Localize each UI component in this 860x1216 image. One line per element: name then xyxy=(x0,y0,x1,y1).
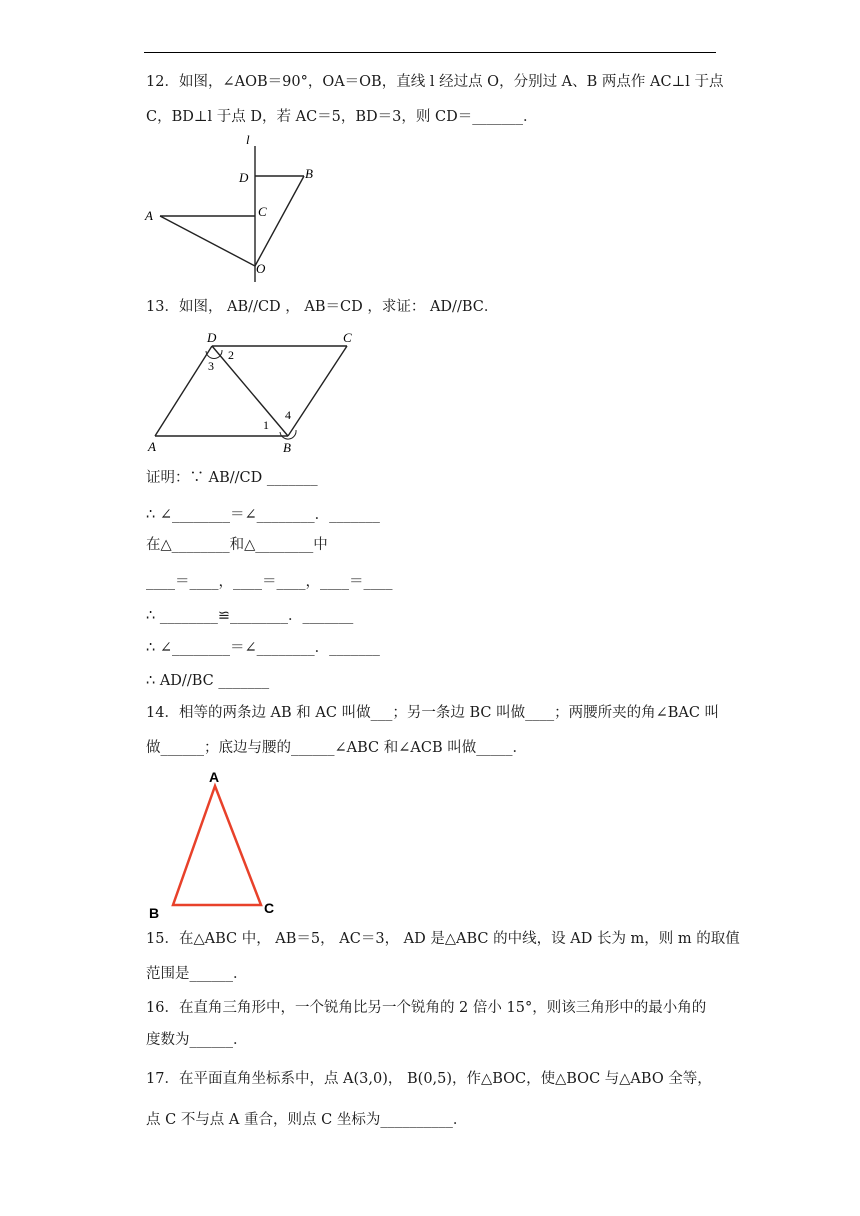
q12-label-c: C xyxy=(258,204,267,219)
q15-line-2: 范围是______． xyxy=(146,966,248,982)
q13-proof-line-3: 在△________和△________中 xyxy=(146,537,328,553)
header-rule xyxy=(144,52,716,53)
q14-line-1: 14．相等的两条边 AB 和 AC 叫做___；另一条边 BC 叫做____；两腰所夹的角∠BAC 叫 xyxy=(146,705,720,721)
q16-line-1: 16．在直角三角形中，一个锐角比另一个锐角的 2 倍小 15°，则该三角形中的最小角的 xyxy=(146,1000,707,1016)
q13-proof-line-5: ∴ ________≌________．_______ xyxy=(146,608,354,624)
q12-label-o: O xyxy=(256,261,266,276)
q12-figure xyxy=(140,132,330,282)
q13-proof-line-4: ____＝____，____＝____，____＝____ xyxy=(146,574,393,590)
q13-label-d: D xyxy=(207,330,217,345)
q12-label-l: l xyxy=(246,132,250,147)
q13-label-c: C xyxy=(343,330,352,345)
q12-line-2: C，BD⊥l 于点 D，若 AC＝5，BD＝3，则 CD＝_______． xyxy=(146,109,538,125)
q14-line-2: 做______；底边与腰的______∠ABC 和∠ACB 叫做_____． xyxy=(146,740,527,756)
q13-label-a: A xyxy=(148,439,156,454)
q12-label-b: B xyxy=(305,166,313,181)
q13-proof-line-2: ∴ ∠________＝∠________．_______ xyxy=(146,507,380,523)
q14-triangle xyxy=(173,786,261,905)
q13-label-b: B xyxy=(283,440,291,455)
q14-label-a: A xyxy=(209,769,220,785)
q13-stem: 13．如图， AB//CD ， AB＝CD ，求证： AD//BC． xyxy=(146,299,499,315)
q13-proof-line-1: 证明：∵ AB//CD _______ xyxy=(146,470,318,486)
q16-line-2: 度数为______． xyxy=(146,1032,248,1048)
q12-label-a: A xyxy=(145,208,153,223)
q14-label-b: B xyxy=(149,905,160,921)
q14-label-c: C xyxy=(264,900,275,916)
q13-angle-4: 4 xyxy=(285,408,291,422)
q17-line-1: 17．在平面直角坐标系中，点 A(3,0)， B(0,5)，作△BOC，使△BOC 与△ABO 全等， xyxy=(146,1071,712,1087)
q15-line-1: 15．在△ABC 中， AB＝5， AC＝3， AD 是△ABC 的中线，设 AD 长为 m，则 m 的取值 xyxy=(146,931,740,947)
q13-angle-2: 2 xyxy=(228,348,234,362)
q13-figure xyxy=(140,326,370,456)
q12-line-1: 12．如图，∠AOB＝90°，OA＝OB，直线 l 经过点 O，分别过 A、B 两点作 AC⊥l 于点 xyxy=(146,74,724,90)
q12-label-d: D xyxy=(239,170,249,185)
q13-proof-line-7: ∴ AD//BC _______ xyxy=(146,673,270,689)
q13-angle-1: 1 xyxy=(263,418,269,432)
q13-angle-3: 3 xyxy=(208,359,214,373)
q17-line-2: 点 C 不与点 A 重合，则点 C 坐标为__________． xyxy=(146,1112,468,1128)
q13-proof-line-6: ∴ ∠________＝∠________．_______ xyxy=(146,640,380,656)
q14-figure xyxy=(140,764,290,924)
